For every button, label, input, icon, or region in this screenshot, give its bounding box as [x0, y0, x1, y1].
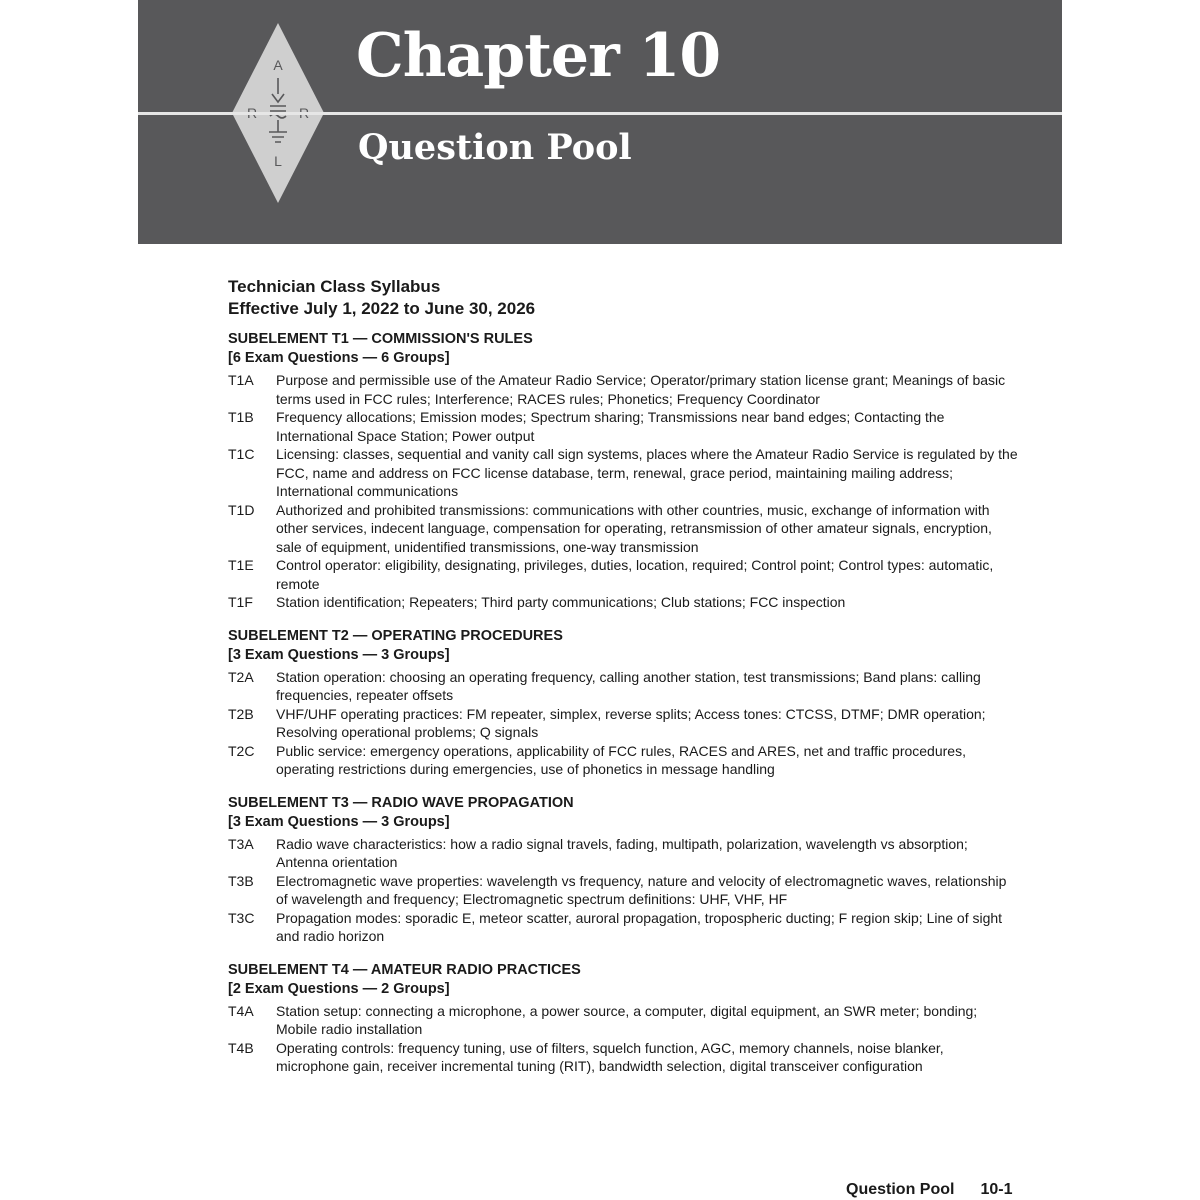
- group-description: Authorized and prohibited transmissions: communications with other countries, music, exchange of information with other services, indecent language, compensation for operating, retransmission of other amateur signals, encryption, sale of equipment, unidentified transmissions, one-way transmission: [276, 501, 992, 555]
- chapter-subtitle: Question Pool: [358, 127, 632, 168]
- group-description: Frequency allocations; Emission modes; Spectrum sharing; Transmissions near band edges; Contacting the International Space Station; Power output: [276, 409, 945, 444]
- group-description: Propagation modes: sporadic E, meteor scatter, auroral propagation, tropospheric ducting; F region skip; Line of sight and radio horizon: [276, 909, 1003, 944]
- group-code: T2B: [228, 705, 254, 722]
- group-code: T4B: [228, 1039, 254, 1056]
- group-description: Licensing: classes, sequential and vanity call sign systems, places where the Amateur Radio Service is regulated by the FCC, name and address on FCC license database, term, renewal, grace period, maintaining mailing address; International communications: [276, 446, 1018, 499]
- page-number: 10-1: [980, 1181, 1013, 1198]
- syllabus-group: [228, 909, 1018, 946]
- syllabus-group: [228, 1039, 1018, 1076]
- group-code: T1B: [228, 409, 254, 425]
- chapter-banner: [138, 0, 1062, 244]
- syllabus-effective-date: Effective July 1, 2022 to June 30, 2026: [228, 299, 536, 318]
- group-code: T1E: [228, 557, 254, 573]
- chapter-title: Chapter 10: [356, 21, 721, 91]
- syllabus-group: [228, 835, 1018, 872]
- group-description: Radio wave characteristics: how a radio signal travels, fading, multipath, polarization, wavelength vs absorption; Antenna orientation: [276, 835, 968, 870]
- syllabus-group: [228, 593, 1018, 612]
- syllabus-group: [228, 705, 1018, 742]
- group-code: T3A: [228, 835, 254, 852]
- group-code: T4A: [228, 1002, 254, 1019]
- group-code: T1D: [228, 501, 255, 518]
- syllabus-group: [228, 371, 1018, 408]
- group-description: Electromagnetic wave properties: wavelength vs frequency, nature and velocity of electromagnetic waves, relationship of wavelength and frequency; Electromagnetic spectrum definitions: UHF, VHF, HF: [276, 872, 1007, 907]
- subelement-heading: SUBELEMENT T4 — AMATEUR RADIO PRACTICES: [228, 961, 581, 978]
- syllabus-content: [228, 276, 1018, 1091]
- subelement-heading: SUBELEMENT T2 — OPERATING PROCEDURES: [228, 627, 563, 644]
- subelement-exam-questions: [3 Exam Questions — 3 Groups]: [228, 646, 450, 663]
- group-code: T3C: [228, 909, 255, 926]
- subelement-heading: SUBELEMENT T1 — COMMISSION'S RULES: [228, 331, 533, 347]
- syllabus-title: Technician Class Syllabus: [228, 277, 441, 296]
- subelement-exam-questions: [6 Exam Questions — 6 Groups]: [228, 350, 450, 366]
- group-description: VHF/UHF operating practices: FM repeater, simplex, reverse splits; Access tones: CTCSS, DTMF; DMR operation; Resolving operational problems; Q signals: [276, 705, 986, 740]
- group-code: T2A: [228, 668, 254, 685]
- syllabus-group: [228, 445, 1018, 501]
- subelement-section: [228, 794, 1018, 946]
- group-code: T2C: [228, 742, 255, 759]
- page-footer: [846, 1180, 1012, 1200]
- group-code: T1F: [228, 594, 253, 610]
- group-description: Control operator: eligibility, designating, privileges, duties, location, required; Control point; Control types: automatic, remote: [276, 557, 994, 592]
- logo-letter-bottom: L: [274, 153, 282, 169]
- group-description: Operating controls: frequency tuning, use of filters, squelch function, AGC, memory channels, noise blanker, microphone gain, receiver incremental tuning (RIT), bandwidth selection, digital transceiver configuration: [276, 1039, 944, 1074]
- subelement-heading: SUBELEMENT T3 — RADIO WAVE PROPAGATION: [228, 794, 574, 811]
- subelement-section: [228, 627, 1018, 779]
- syllabus-group: [228, 501, 1018, 557]
- group-description: Purpose and permissible use of the Amateur Radio Service; Operator/primary station license grant; Meanings of basic terms used in FCC rules; Interference; RACES rules; Phonetics; Frequency Coordinator: [276, 372, 1006, 407]
- subelement-section: [228, 330, 1018, 612]
- group-description: Station identification; Repeaters; Third party communications; Club stations; FCC inspection: [276, 594, 846, 610]
- syllabus-group: [228, 556, 1018, 593]
- group-code: T1C: [228, 446, 255, 462]
- banner-divider: [138, 112, 1062, 115]
- group-description: Public service: emergency operations, applicability of FCC rules, RACES and ARES, net and traffic procedures, operating restrictions during emergencies, use of phonetics in message handling: [276, 742, 966, 777]
- group-description: Station operation: choosing an operating frequency, calling another station, test transmissions; Band plans: calling frequencies, repeater offsets: [276, 668, 981, 703]
- syllabus-group: [228, 668, 1018, 705]
- syllabus-group: [228, 742, 1018, 779]
- subelement-section: [228, 961, 1018, 1076]
- logo-letter-top: A: [273, 57, 283, 73]
- footer-section: Question Pool: [846, 1181, 955, 1198]
- syllabus-group: [228, 1002, 1018, 1039]
- subelement-exam-questions: [2 Exam Questions — 2 Groups]: [228, 980, 450, 997]
- subelement-exam-questions: [3 Exam Questions — 3 Groups]: [228, 813, 450, 830]
- syllabus-group: [228, 408, 1018, 445]
- syllabus-group: [228, 872, 1018, 909]
- subelement-list: [228, 330, 1018, 1076]
- group-description: Station setup: connecting a microphone, a power source, a computer, digital equipment, an SWR meter; bonding; Mobile radio installation: [276, 1002, 978, 1037]
- group-code: T1A: [228, 372, 254, 388]
- group-code: T3B: [228, 872, 254, 889]
